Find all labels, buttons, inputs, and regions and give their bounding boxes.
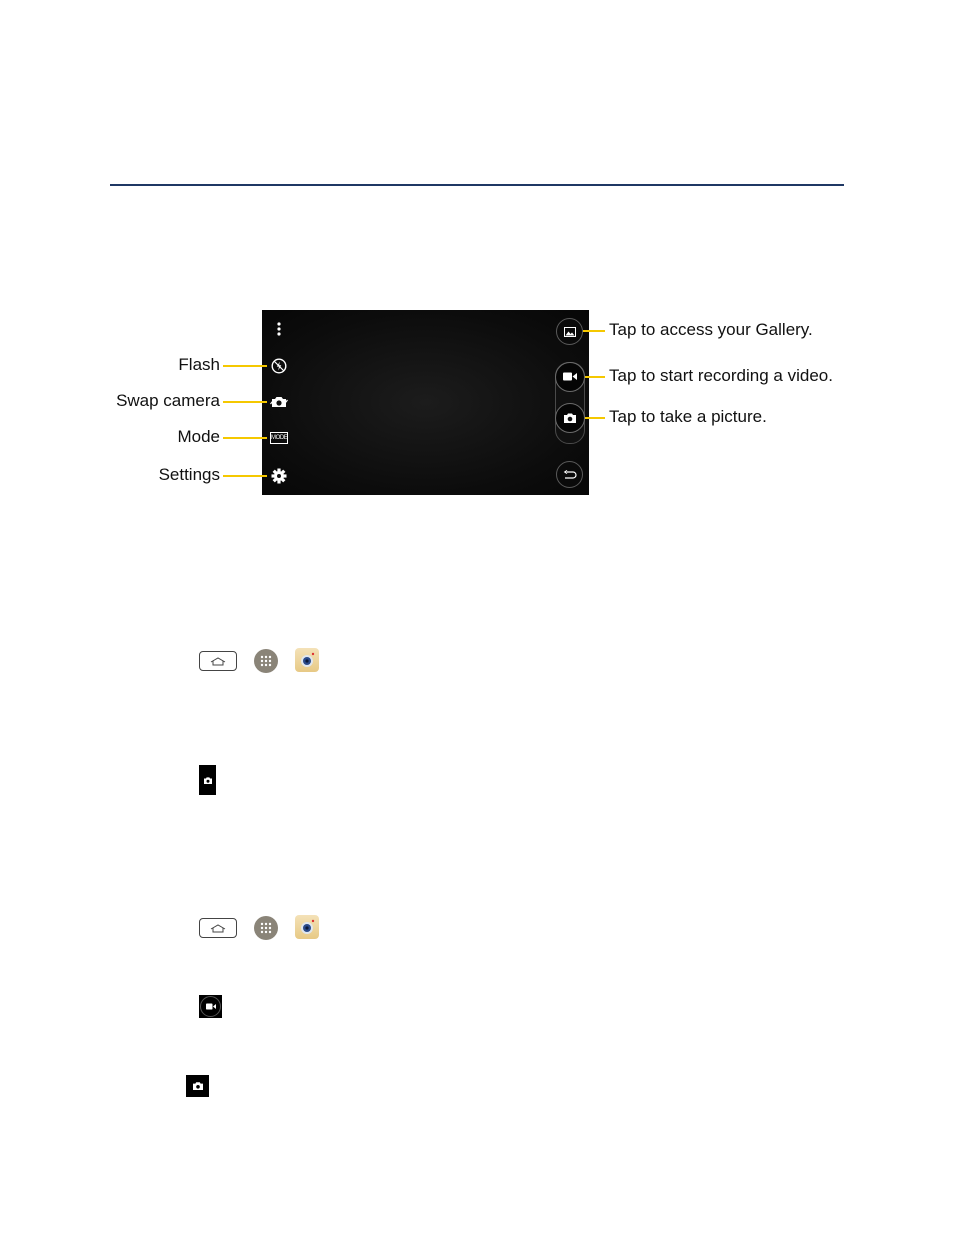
callout-line [223, 365, 267, 367]
video-record-icon[interactable] [555, 362, 585, 392]
home-key-icon [199, 918, 237, 938]
callout-take-picture: Tap to take a picture. [609, 407, 767, 426]
gallery-icon[interactable] [556, 318, 583, 345]
shutter-icon [186, 1075, 209, 1097]
callout-line [585, 417, 605, 419]
callout-record-video: Tap to start recording a video. [609, 366, 833, 385]
apps-icon [254, 649, 278, 673]
callout-flash: Flash [178, 355, 220, 374]
callout-line [223, 401, 267, 403]
back-icon[interactable] [556, 461, 583, 488]
camera-screen [262, 310, 589, 495]
home-key-icon [199, 651, 237, 671]
section-rule [110, 184, 844, 186]
video-icon [199, 995, 222, 1018]
mode-icon[interactable] [270, 432, 288, 444]
callout-line [223, 437, 267, 439]
camera-app-icon [295, 915, 319, 939]
menu-dots-icon[interactable] [272, 321, 286, 337]
callout-gallery: Tap to access your Gallery. [609, 320, 813, 339]
flash-icon[interactable] [270, 357, 288, 375]
swap-camera-icon[interactable] [269, 393, 289, 411]
callout-mode: Mode [177, 427, 220, 446]
callout-swap-camera: Swap camera [116, 391, 220, 410]
callout-settings: Settings [158, 465, 220, 484]
callout-line [223, 475, 267, 477]
camera-app-icon [295, 648, 319, 672]
camera-shutter-icon[interactable] [555, 403, 585, 433]
mode-icon-text: MODE [270, 432, 288, 444]
settings-gear-icon[interactable] [270, 467, 288, 485]
shutter-icon [199, 765, 216, 795]
capture-pill [555, 362, 585, 444]
apps-icon [254, 916, 278, 940]
callout-line [585, 376, 605, 378]
callout-line [583, 330, 605, 332]
